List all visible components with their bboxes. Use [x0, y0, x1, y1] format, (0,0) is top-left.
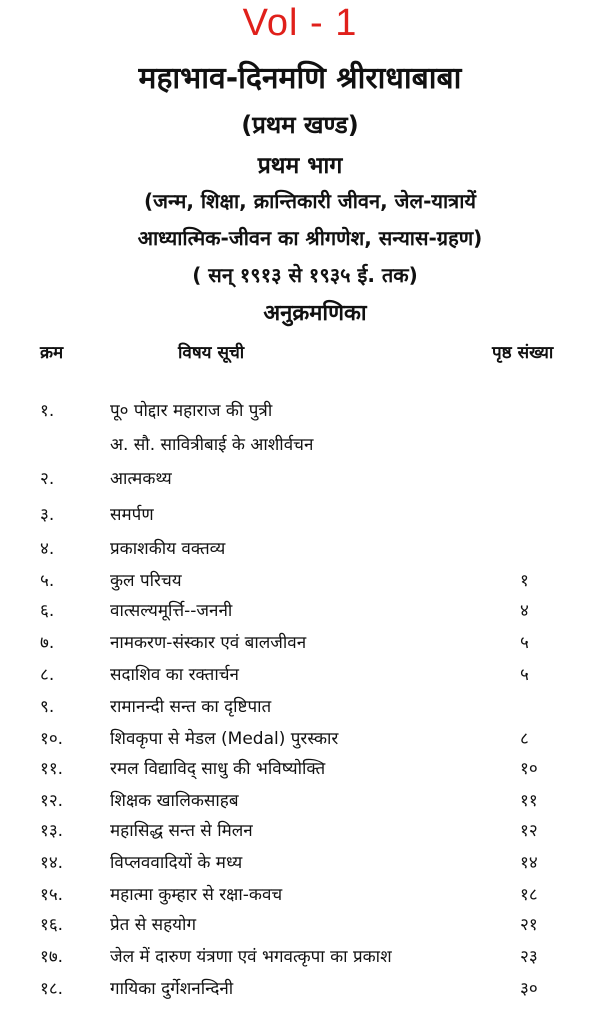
entry-number: ८. [40, 665, 55, 685]
table-row [0, 726, 600, 756]
book-title: महाभाव-दिनमणि श्रीराधाबाबा [138, 61, 462, 96]
entry-title: पू० पोद्दार महाराज की पुत्री [110, 401, 273, 421]
entry-number: १८. [40, 979, 64, 999]
volume-label: Vol - 1 [242, 2, 358, 44]
entry-page-number: ४ [520, 601, 529, 621]
description-line-2: आध्यात्मिक-जीवन का श्रीगणेश, सन्यास-ग्रहण) [137, 226, 483, 250]
entry-title: विप्लववादियों के मध्य [110, 853, 243, 873]
index-heading: अनुक्रमणिका [263, 301, 367, 326]
table-row [0, 882, 600, 912]
column-header-prishth: पृष्ठ संख्या [492, 343, 554, 363]
entry-page-number: ३० [520, 979, 538, 999]
entry-page-number: १२ [520, 821, 538, 841]
entry-page-number: २१ [520, 915, 538, 935]
entry-page-number: ११ [520, 791, 538, 811]
entry-number: १७. [40, 947, 64, 967]
entry-title: वात्सल्यमूर्त्ति--जननी [110, 601, 233, 621]
entry-title: महात्मा कुम्हार से रक्षा-कवच [110, 885, 283, 905]
table-row [0, 912, 600, 942]
entry-title: रमल विद्याविद् साधु की भविष्योक्ति [110, 759, 326, 779]
entry-title: जेल में दारुण यंत्रणा एवं भगवत्कृपा का प्रकाश [110, 947, 392, 967]
table-row [0, 630, 600, 660]
entry-title: सदाशिव का रक्तार्चन [110, 665, 239, 685]
table-row [0, 850, 600, 880]
table-row [0, 976, 600, 1006]
entry-number: १०. [40, 729, 64, 749]
entry-number: ६. [40, 601, 55, 621]
entry-page-number: १४ [520, 853, 538, 873]
entry-page-number: १० [520, 759, 538, 779]
entry-number: ३. [40, 505, 55, 525]
entry-number: १५. [40, 885, 64, 905]
entry-number: २. [40, 469, 55, 489]
bhag-label: प्रथम भाग [257, 153, 343, 179]
entry-number: १२. [40, 791, 64, 811]
entry-number: ९. [40, 697, 55, 717]
table-row [0, 568, 600, 598]
entry-page-number: १ [520, 571, 529, 591]
entry-title: प्रकाशकीय वक्तव्य [110, 539, 226, 559]
entry-number: ५. [40, 571, 55, 591]
entry-title: कुल परिचय [110, 571, 182, 591]
table-row [0, 536, 600, 566]
entry-page-number: ५ [520, 633, 529, 653]
entry-title: रामानन्दी सन्त का दृष्टिपात [110, 697, 272, 717]
table-row [0, 694, 600, 724]
entry-title: समर्पण [110, 505, 154, 525]
table-row [0, 598, 600, 628]
column-header-kram: क्रम [40, 343, 64, 363]
entry-title: नामकरण-संस्कार एवं बालजीवन [110, 633, 307, 653]
entry-title: गायिका दुर्गेशनन्दिनी [110, 979, 234, 999]
entry-number: ७. [40, 633, 55, 653]
entry-title: महासिद्ध सन्त से मिलन [110, 821, 253, 841]
entry-number: ४. [40, 539, 55, 559]
entry-title: प्रेत से सहयोग [110, 915, 197, 935]
entry-subtitle: अ. सौ. सावित्रीबाई के आशीर्वचन [110, 435, 314, 455]
entry-number: १६. [40, 915, 64, 935]
description-line-1: (जन्म, शिक्षा, क्रान्तिकारी जीवन, जेल-यात्रायें [144, 189, 476, 213]
table-row [0, 662, 600, 692]
table-row [0, 756, 600, 786]
entry-number: १. [40, 401, 55, 421]
entry-number: ११. [40, 759, 64, 779]
table-row [0, 944, 600, 974]
table-row [0, 398, 600, 455]
entry-title: आत्मकथ्य [110, 469, 172, 489]
entry-page-number: ५ [520, 665, 529, 685]
table-row [0, 818, 600, 848]
entry-title: शिवकृपा से मेडल (Medal) पुरस्कार [110, 729, 339, 749]
entry-page-number: २३ [520, 947, 538, 967]
entry-number: १३. [40, 821, 64, 841]
table-row [0, 466, 600, 496]
table-row [0, 502, 600, 532]
column-header-vishay: विषय सूची [178, 343, 245, 363]
khand-label: (प्रथम खण्ड) [241, 111, 359, 139]
years-range: ( सन् १९१३ से १९३५ ई. तक) [192, 263, 418, 287]
entry-page-number: १८ [520, 885, 538, 905]
entry-title: शिक्षक खालिकसाहब [110, 791, 239, 811]
entry-page-number: ८ [520, 729, 529, 749]
table-row [0, 788, 600, 818]
entry-number: १४. [40, 853, 64, 873]
